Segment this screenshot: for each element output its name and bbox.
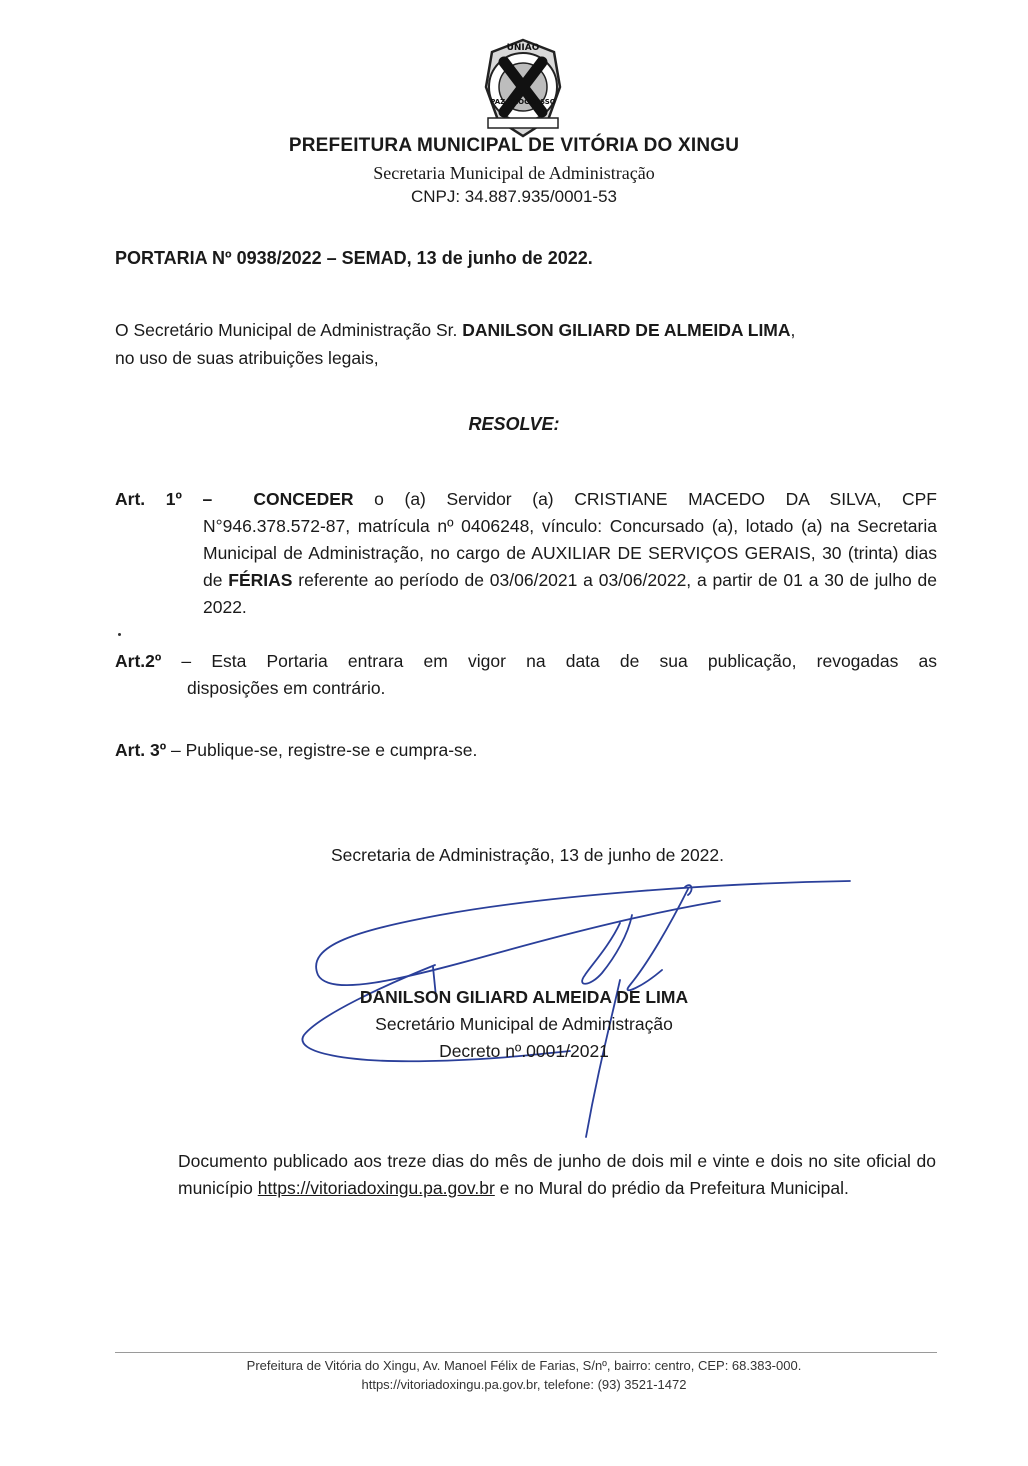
article-3-label: Art. 3º bbox=[115, 740, 167, 760]
article-1-text-a: N°946.378.572-87, matrícula nº 0406248, vínculo: Concursado (a), lotado (a) na Secretaria Municipal de Administração, no cargo de AUXILIAR DE SERVIÇOS GERAIS, 30 (trinta) dias de bbox=[203, 516, 937, 590]
portaria-title: PORTARIA Nº 0938/2022 – SEMAD, 13 de junho de 2022. bbox=[115, 248, 593, 268]
article-2 bbox=[115, 648, 937, 702]
article-3 bbox=[115, 737, 937, 764]
article-1-label: Art. 1º – bbox=[115, 489, 213, 509]
intro-name: DANILSON GILIARD DE ALMEIDA LIMA bbox=[462, 320, 791, 340]
article-1-text-b: referente ao período de 03/06/2021 a 03/06/2022, a partir de 01 a 30 de julho de 2022. bbox=[203, 570, 938, 617]
article-1-keyword: CONCEDER bbox=[253, 489, 354, 509]
publication-text-b: e no Mural do prédio da Prefeitura Municipal. bbox=[494, 1178, 849, 1198]
article-2-first-text: – Esta Portaria entrara em vigor na data de sua publicação, revogadas as bbox=[161, 651, 937, 671]
intro-suffix: , bbox=[790, 320, 796, 340]
article-2-first-line bbox=[115, 648, 937, 675]
signatory-decree: Decreto nº.0001/2021 bbox=[439, 1041, 609, 1061]
seal-top-text: UNIÃO bbox=[506, 43, 540, 53]
footer-divider bbox=[115, 1352, 937, 1353]
article-3-text: – Publique-se, registre-se e cumpra-se. bbox=[166, 740, 478, 760]
handwritten-signature bbox=[290, 875, 860, 1145]
stray-mark bbox=[118, 633, 121, 636]
article-1-body bbox=[115, 513, 937, 621]
seal-ring-text: PAZ PROGRESSO bbox=[490, 98, 556, 106]
resolve-heading: RESOLVE: bbox=[468, 414, 560, 434]
header-subtitle: Secretaria Municipal de Administração bbox=[373, 163, 655, 183]
publication-text-a: Documento publicado aos treze dias do mês de junho de dois mil e vinte e dois no site oficial do município bbox=[178, 1151, 936, 1198]
signatory-name: DANILSON GILIARD ALMEIDA DE LIMA bbox=[359, 987, 689, 1007]
place-date: Secretaria de Administração, 13 de junho de 2022. bbox=[330, 845, 725, 865]
article-1-ferias: FÉRIAS bbox=[228, 570, 293, 590]
intro-paragraph bbox=[115, 316, 915, 372]
publication-note bbox=[178, 1148, 936, 1202]
signatory-role: Secretário Municipal de Administração bbox=[375, 1014, 673, 1034]
article-1-first-text: o (a) Servidor (a) CRISTIANE MACEDO DA SILVA, CPF bbox=[353, 489, 937, 509]
intro-prefix: O Secretário Municipal de Administração Sr. bbox=[115, 320, 463, 340]
article-1-first-line bbox=[115, 486, 937, 513]
footer-address: Prefeitura de Vitória do Xingu, Av. Manoel Félix de Farias, S/nº, bairro: centro, CEP: 68.383-000. bbox=[246, 1358, 802, 1373]
municipal-site-link[interactable]: https://vitoriadoxingu.pa.gov.br bbox=[257, 1178, 495, 1198]
municipal-seal bbox=[468, 32, 578, 142]
footer-contact: https://vitoriadoxingu.pa.gov.br, telefone: (93) 3521-1472 bbox=[361, 1377, 687, 1392]
intro-line2: no uso de suas atribuições legais, bbox=[115, 348, 379, 368]
header-cnpj: CNPJ: 34.887.935/0001-53 bbox=[410, 187, 618, 206]
header-title: PREFEITURA MUNICIPAL DE VITÓRIA DO XINGU bbox=[288, 135, 740, 156]
article-2-body: disposições em contrário. bbox=[187, 678, 386, 698]
article-1 bbox=[115, 486, 937, 621]
article-2-label: Art.2º bbox=[115, 651, 162, 671]
